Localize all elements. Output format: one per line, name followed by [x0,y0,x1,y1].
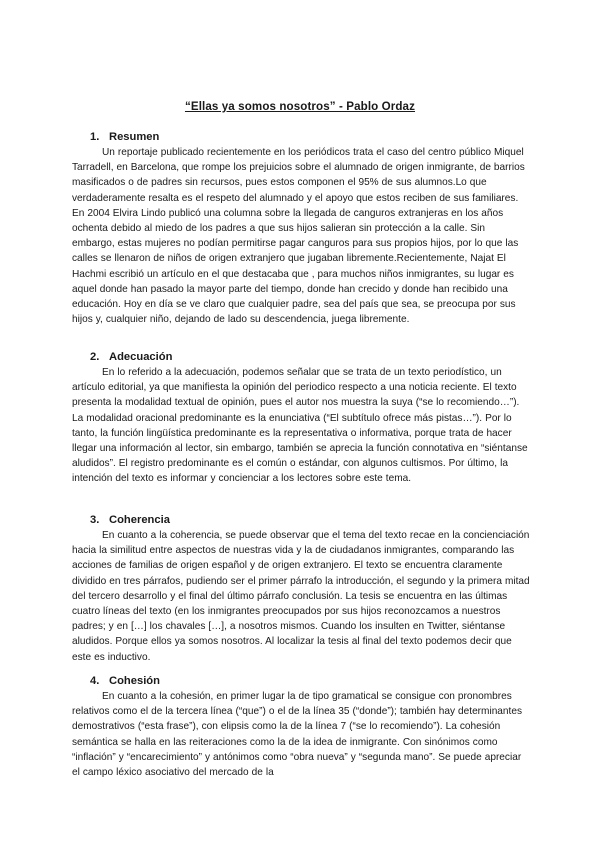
section-heading [90,130,530,145]
document-title: “Ellas ya somos nosotros” - Pablo Ordaz [184,100,416,113]
section-heading [90,674,530,689]
section-paragraph: Un reportaje publicado recientemente en los periódicos trata el caso del centro público Miquel Tarradell, en Barcelona, que rompe los prejuicios sobre el alumnado de origen inmigrante, de barrios masificados o de padres sin recursos, pues estos componen el 95% de sus alumnos.Lo que verdaderamente resalta es el respeto del alumnado y el apoyo que estos reciben de sus familiares. En 2004 Elvira Lindo publicó una columna sobre la llegada de canguros extranjeras en los años ochenta debido al miedo de los padres a que sus hijos salieran sin protección a la calle. Sin embargo, estas mujeres no podían permitirse pagar canguros para sus propios hijos, por lo que las calles se llenaron de niños de origen extranjero que jugaban libremente.Recientemente, Najat El Hachmi escribió un artículo en el que destacaba que , para muchos niños inmigrantes, su lugar es aquel donde han pasado la mayor parte del tiempo, donde han crecido y donde han recibido una educación. Hoy en día se ve claro que cualquier padre, sea del país que sea, se preocupa por sus hijos y, cualquier niño, dejando de lado su descendencia, juega libremente. [72,147,525,326]
section-adecuacion [72,350,530,487]
section-title: Coherencia [109,514,170,526]
section-coherencia [72,513,530,665]
section-paragraph: En cuanto a la coherencia, se puede observar que el tema del texto recae en la concienciación hacia la similitud entre aspectos de nuestras vida y la de ciudadanos inmigrantes, comparando las acciones de familias de origen español y de origen extranjero. El texto se encuentra claramente dividido en tres párrafos, pudiendo ser el primer párrafo la introducción, el segundo y la primera mitad del tercero desarrollo y el final del último párrafo conclusión. La tesis se encuentra en las últimas cuatro líneas del texto (en los inmigrantes preocupados por sus hijos reconozcamos a nuestros padres; y en […] los chavales […], a nosotros mismos. Cuando los insulten en Twitter, siéntanse aludidos. Porque ellos ya somos nosotros. Al localizar la tesis al final del texto podemos decir que este es inductivo. [72,530,530,663]
section-paragraph: En cuanto a la cohesión, en primer lugar la de tipo gramatical se consigue con pronombres relativos como el de la tercera línea (“que”) o el de la línea 35 (“donde”); también hay determinantes demostrativos (“esta frase”), con elipsis como la de la línea 7 (“se lo recomiendo”). La cohesión semántica se halla en las reiteraciones como la de la idea de inmigrante. Con sinónimos como “inflación” y “encarecimiento” y antónimos como “obra nueva” y “segunda mano”. Se puede apreciar el campo léxico asociativo del mercado de la [72,691,523,779]
section-number: 3. [90,514,100,526]
section-heading [90,350,530,365]
section-heading [90,513,530,528]
section-paragraph: En lo referido a la adecuación, podemos señalar que se trata de un texto periodístico, un artículo editorial, ya que manifiesta la opinión del periodico respecto a una noticia reciente. El texto presenta la modalidad textual de opinión, pues el autor nos muestra la suya (“se lo recomiendo…”). La modalidad oracional predominante es la enunciativa (“El subtítulo ofrece más pistas…”). Por lo tanto, la función lingüística predominante es la representativa o informativa, porque trata de hacer llegar una información al lector, sin embargo, también se aprecia la función connotativa en “siéntanse aludidos”. El registro predominante es el común o estándar, con algunos cultismos. Por último, la intención del texto es informar y concienciar a los lectores sobre este tema. [72,367,528,485]
section-resumen [72,130,530,327]
section-number: 4. [90,675,100,687]
section-title: Adecuación [109,351,173,363]
section-number: 2. [90,351,100,363]
section-cohesion [72,674,530,780]
section-title: Resumen [109,131,160,143]
section-title: Cohesión [109,675,160,687]
section-number: 1. [90,131,100,143]
